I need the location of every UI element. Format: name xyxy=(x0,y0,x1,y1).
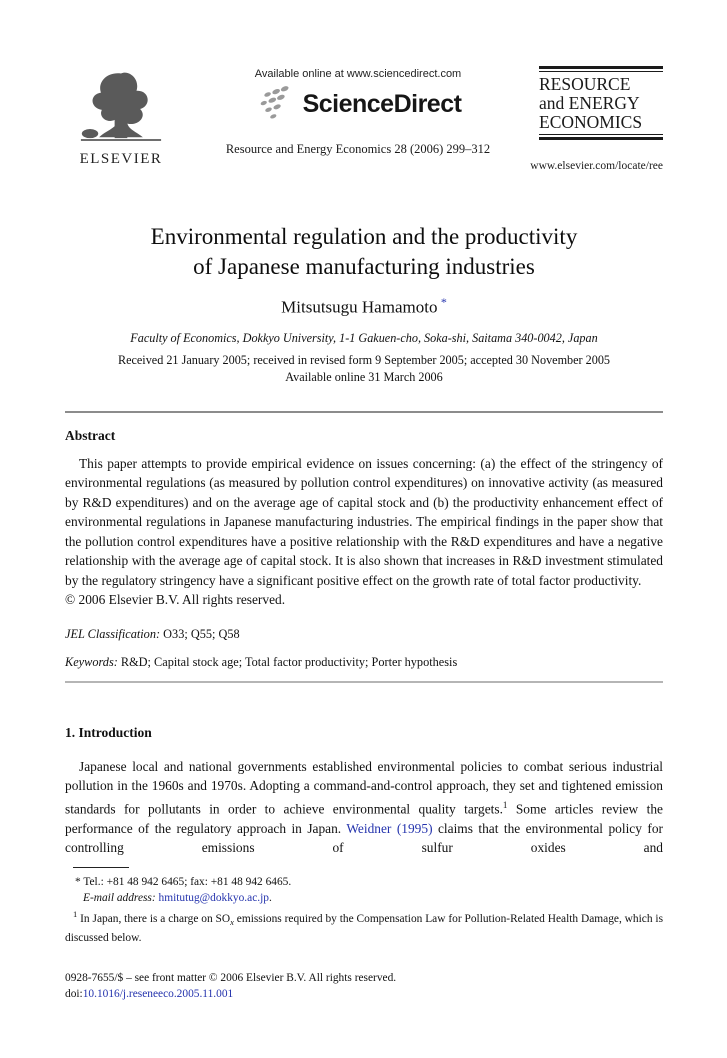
jel-classification-line xyxy=(65,627,663,642)
email-period: . xyxy=(268,891,272,904)
article-title xyxy=(65,222,663,282)
elsevier-tree-icon xyxy=(75,68,167,150)
doi-line xyxy=(65,986,663,1003)
author-line xyxy=(65,295,663,318)
footnote-1-text-b: emissions required by the Compensation Law for Pollution-Related Health Damage, which is discussed below. xyxy=(65,912,663,944)
elsevier-logo xyxy=(65,64,177,168)
article-title-line-2: of Japanese manufacturing industries xyxy=(193,254,535,279)
sciencedirect-dots-icon xyxy=(255,84,303,124)
intro-text-3: claims that the environmental policy for controlling emissions of sulfur oxides and xyxy=(65,820,663,856)
introduction-paragraph xyxy=(65,757,663,858)
page-header xyxy=(65,64,663,172)
email-address-link[interactable]: hmitutug@dokkyo.ac.jp xyxy=(158,891,269,904)
citation-weidner-1995-link[interactable]: Weidner (1995) xyxy=(346,820,433,836)
footnote-1-text-a: In Japan, there is a charge on SO xyxy=(77,912,231,925)
available-online-text: Available online at www.sciencedirect.com xyxy=(254,68,462,80)
elsevier-wordmark: ELSEVIER xyxy=(79,151,163,167)
journal-citation-line: Resource and Energy Economics 28 (2006) 299–312 xyxy=(225,142,491,156)
author-note-asterisk-link[interactable]: * xyxy=(440,295,447,309)
footnote-email xyxy=(65,890,663,906)
journal-box-line-3: ECONOMICS xyxy=(539,112,643,132)
keywords-label: Keywords: xyxy=(65,654,118,669)
author-affiliation: Faculty of Economics, Dokkyo University, 1-1 Gakuen-cho, Soka-shi, Saitama 340-0042, Japan xyxy=(130,330,598,345)
front-matter-footer xyxy=(65,970,663,1003)
available-online-date: Available online 31 March 2006 xyxy=(285,369,443,384)
doi-label: doi: xyxy=(65,988,83,1001)
header-center xyxy=(177,64,539,168)
sox-subscript: x xyxy=(230,916,234,927)
sciencedirect-wordmark: ScienceDirect xyxy=(302,89,462,118)
keywords-line xyxy=(65,655,663,670)
footnote-telephone: * Tel.: +81 48 942 6465; fax: +81 48 942 6465. xyxy=(75,875,292,888)
intro-text-1: Japanese local and national governments established environmental policies to combat serious industrial pollution in the 1960s and 1970s. Adopting a command-and-control approach, they set and tightened emission standards for pollutants in order to achieve environmental quality targets. xyxy=(65,758,663,817)
article-title-line-1: Environmental regulation and the productivity xyxy=(150,224,578,249)
footnote-separator-rule xyxy=(73,867,129,868)
footnote-1 xyxy=(65,906,663,946)
jel-codes: O33; Q55; Q58 xyxy=(160,626,240,641)
title-block xyxy=(65,222,663,385)
sciencedirect-logo xyxy=(255,84,462,124)
abstract-body: This paper attempts to provide empirical evidence on issues concerning: (a) the effect of the stringency of environmental regulations (as measured by pollution control expenditures) on innovative activity (as measured by R&D expenditures) and on the average age of capital stock and (b) the productivity enhancement effect of environmental regulations in Japanese manufacturing industries. The empirical findings in the paper show that the pollution control expenditures have a positive relationship with the R&D expenditures and have a negative relationship with the average age of capital stock. It is also shown that increases in R&D investment stimulated by the regulatory stringency have a significant positive effect on the growth rate of total factor productivity. xyxy=(65,455,663,588)
issn-copyright-line: 0928-7655/$ – see front matter © 2006 Elsevier B.V. All rights reserved. xyxy=(65,971,397,984)
footnote-1-marker: 1 xyxy=(73,908,78,919)
abstract-bottom-rule xyxy=(65,681,663,683)
section-heading-introduction: 1. Introduction xyxy=(65,724,152,740)
jel-label: JEL Classification: xyxy=(65,626,161,641)
abstract-copyright: © 2006 Elsevier B.V. All rights reserved. xyxy=(65,592,286,608)
journal-box-line-1: RESOURCE xyxy=(539,74,631,94)
footnote-1-reference[interactable]: 1 xyxy=(502,799,508,810)
keywords-list: R&D; Capital stock age; Total factor productivity; Porter hypothesis xyxy=(117,654,458,669)
doi-link[interactable]: 10.1016/j.reseneeco.2005.11.001 xyxy=(82,988,234,1001)
author-name: Mitsutsugu Hamamoto xyxy=(281,297,438,317)
received-dates-line: Received 21 January 2005; received in revised form 9 September 2005; accepted 30 November 2005 xyxy=(117,352,611,367)
abstract-heading: Abstract xyxy=(65,427,116,443)
email-label: E-mail address: xyxy=(83,891,159,904)
abstract-top-rule xyxy=(65,411,663,413)
journal-box-line-2: and ENERGY xyxy=(539,93,640,113)
intro-text-2: Some articles review the performance of the regulatory approach in Japan. xyxy=(65,801,663,836)
journal-homepage-url: www.elsevier.com/locate/ree xyxy=(530,160,663,172)
journal-cover-box xyxy=(530,64,663,172)
